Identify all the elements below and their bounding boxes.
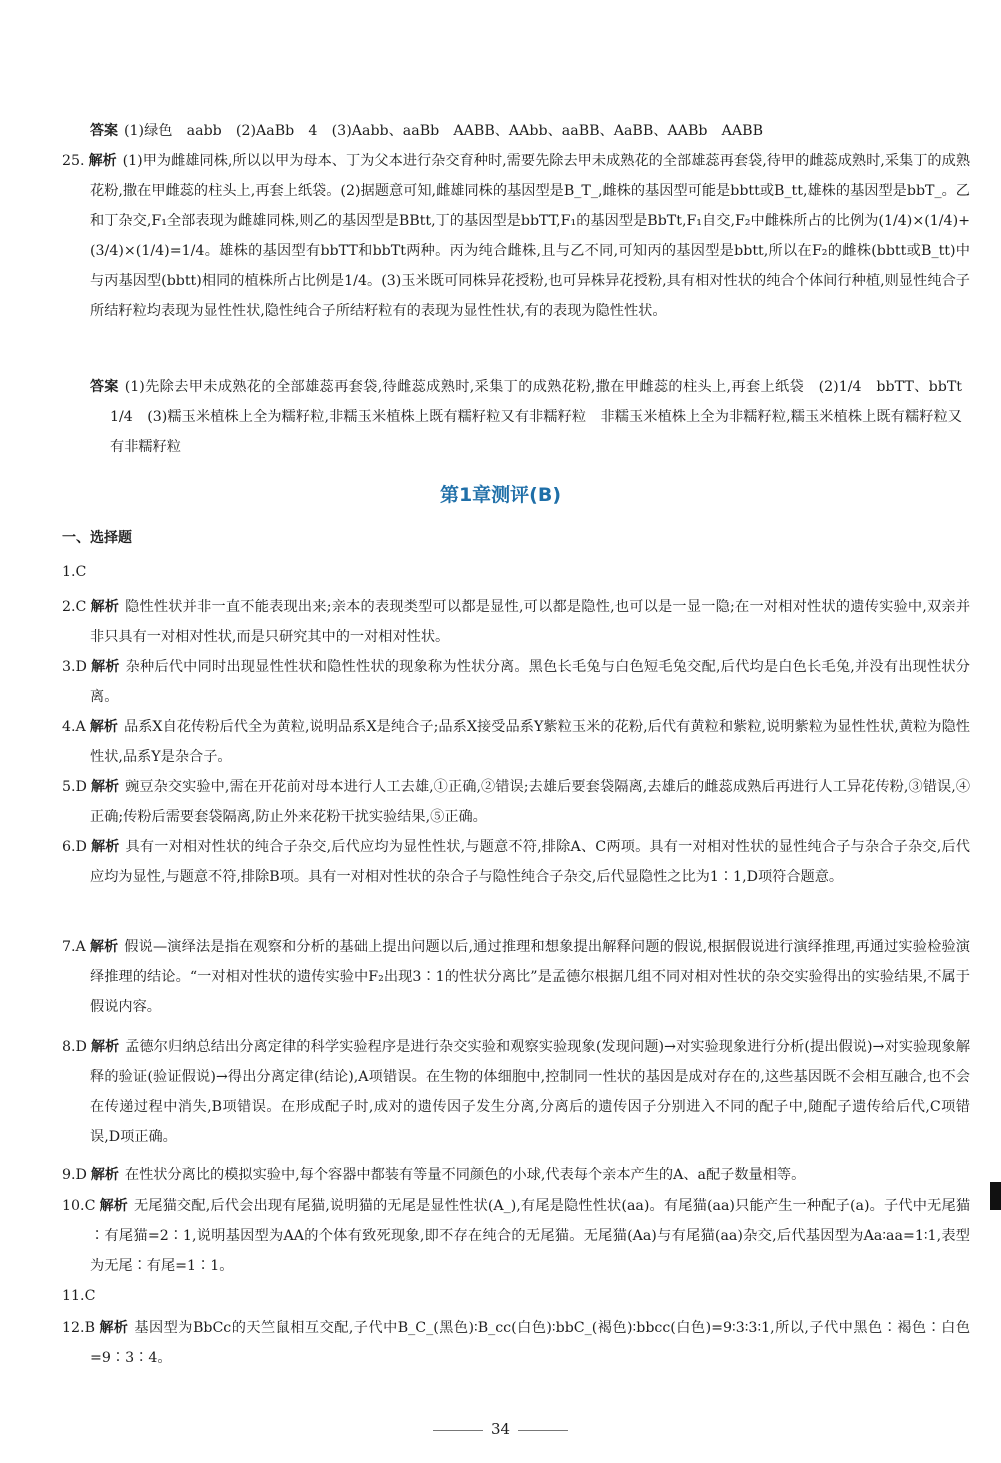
analysis-text: 隐性性状并非一直不能表现出来;亲本的表现类型可以都是显性,可以都是隐性,也可以是一显一隐;在一对相对性状的遗传实验中,双亲并非只具有一对相对性状,而是只研究其中的一对相对性状。	[90, 599, 971, 645]
side-tab-marker	[990, 1182, 1001, 1210]
analysis-text: 具有一对相对性状的纯合子杂交,后代应均为显性性状,与题意不符,排除A、C两项。具有一对相对性状的显性纯合子与杂合子杂交,后代应均为显性,与题意不符,排除B项。具有一对相对性状的杂合子与隐性纯合子杂交,后代显隐性之比为1∶1,D项符合题意。	[90, 839, 970, 885]
question-number: 5.D	[62, 779, 87, 795]
analysis-label: 解析	[90, 1039, 120, 1055]
analysis-text: (1)甲为雌雄同株,所以以甲为母本、丁为父本进行杂交育种时,需要先除去甲未成熟花的全部雄蕊再套袋,待甲的雌蕊成熟时,采集丁的成熟花粉,撒在甲雌蕊的柱头上,再套上纸袋。(2)据题意可知,雌雄同株的基因型是B_T_,雌株的基因型可能是bbtt或B_tt,雄株的基因型是bbT_。乙和丁杂交,F₁全部表现为雌雄同株,则乙的基因型是BBtt,丁的基因型是bbTT,F₁的基因型是BbTt,F₁自交,F₂中雌株所占的比例为(1/4)×(1/4)+(3/4)×(1/4)=1/4。雄株的基因型有bbTT和bbTt两种。丙为纯合雌株,且与乙不同,可知丙的基因型是bbtt,所以在F₂的雌株(bbtt或B_tt)中与丙基因型(bbtt)相同的植株所占比例是1/4。(3)玉米既可同株异花授粉,也可异株异花授粉,具有相对性状的纯合个体间行种植,则显性纯合子所结籽粒均表现为显性性状,隐性纯合子所结籽粒有的表现为显性性状,有的表现为隐性性状。	[90, 153, 971, 319]
question-number: 6.D	[62, 839, 87, 855]
question-item	[62, 592, 970, 652]
question-item	[62, 1160, 970, 1190]
question-number: 25.	[62, 153, 85, 169]
analysis-text: 杂种后代中同时出现显性性状和隐性性状的现象称为性状分离。黑色长毛兔与白色短毛兔交配,后代均是白色长毛兔,并没有出现性状分离。	[90, 659, 970, 705]
question-item	[62, 652, 970, 712]
analysis-text: 在性状分离比的模拟实验中,每个容器中都装有等量不同颜色的小球,代表每个亲本产生的A、a配子数量相等。	[124, 1167, 806, 1183]
analysis-label: 解析	[89, 939, 119, 955]
analysis-text: 假说—演绎法是指在观察和分析的基础上提出问题以后,通过推理和想象提出解释问题的假说,根据假说进行演绎推理,再通过实验检验演绎推理的结论。“一对相对性状的遗传实验中F₂出现3∶1的性状分离比”是孟德尔根据几组不同对相对性状的杂交实验得出的实验结果,不属于假说内容。	[90, 939, 970, 1015]
question-item	[62, 932, 970, 1022]
analysis-text: 品系X自花传粉后代全为黄粒,说明品系X是纯合子;品系X接受品系Y紫粒玉米的花粉,后代有黄粒和紫粒,说明紫粒为显性性状,黄粒为隐性性状,品系Y是杂合子。	[90, 719, 970, 765]
analysis-label: 解析	[90, 1167, 119, 1183]
analysis-label: 解析	[88, 153, 117, 169]
question-item	[62, 1281, 970, 1311]
question-item	[62, 772, 970, 832]
question-item	[62, 1032, 970, 1152]
question-number: 12.B	[62, 1320, 95, 1336]
question-number: 4.A	[62, 719, 86, 735]
question-25-analysis	[62, 146, 970, 326]
question-number: 3.D	[62, 659, 87, 675]
analysis-label: 解析	[89, 719, 118, 735]
footer-line-right	[518, 1430, 568, 1431]
answer-24-text: (1)绿色 aabb (2)AaBb 4 (3)Aabb、aaBb AABB、AAbb、aaBB、AaBB、AABb AABB	[124, 123, 764, 139]
question-item	[62, 832, 970, 892]
question-item	[62, 1191, 970, 1281]
analysis-label: 解析	[99, 1320, 129, 1336]
question-number: 10.C	[62, 1198, 96, 1214]
question-number: 7.A	[62, 939, 86, 955]
question-number: 8.D	[62, 1039, 87, 1055]
analysis-label: 解析	[99, 1198, 128, 1214]
analysis-label: 解析	[90, 659, 120, 675]
analysis-text: 基因型为BbCc的天竺鼠相互交配,子代中B_C_(黑色)∶B_cc(白色)∶bbC_(褐色)∶bbcc(白色)=9∶3∶3∶1,所以,子代中黑色∶褐色∶白色=9∶3∶4。	[90, 1320, 971, 1366]
question-number: 1.C	[62, 564, 87, 580]
answer-25	[90, 372, 977, 462]
section-heading: 一、选择题	[62, 530, 132, 546]
page-number: 34	[490, 1420, 511, 1438]
question-item	[62, 712, 970, 772]
question-number: 2.C	[62, 599, 87, 615]
question-item	[62, 557, 970, 587]
answer-25-text: (1)先除去甲未成熟花的全部雄蕊再套袋,待雌蕊成熟时,采集丁的成熟花粉,撒在甲雌蕊的柱头上,再套上纸袋 (2)1/4 bbTT、bbTt 1/4 (3)糯玉米植株上全为糯籽粒,非糯玉米植株上既有糯籽粒又有非糯籽粒 非糯玉米植株上全为非糯籽粒,糯玉米植株上既有糯籽粒又有非糯籽粒	[110, 379, 977, 455]
analysis-text: 无尾猫交配,后代会出现有尾猫,说明猫的无尾是显性性状(A_),有尾是隐性性状(aa)。有尾猫(aa)只能产生一种配子(a)。子代中无尾猫∶有尾猫=2∶1,说明基因型为AA的个体有致死现象,即不存在纯合的无尾猫。无尾猫(Aa)与有尾猫(aa)杂交,后代基因型为Aa∶aa=1∶1,表型为无尾∶有尾=1∶1。	[90, 1198, 971, 1274]
analysis-label: 解析	[90, 599, 120, 615]
answer-label: 答案	[90, 379, 119, 395]
analysis-label: 解析	[90, 779, 120, 795]
analysis-label: 解析	[90, 839, 120, 855]
analysis-text: 豌豆杂交实验中,需在开花前对母本进行人工去雄,①正确,②错误;去雄后要套袋隔离,去雄后的雌蕊成熟后再进行人工异花传粉,③错误,④正确;传粉后需要套袋隔离,防止外来花粉干扰实验结果,⑤正确。	[90, 779, 971, 825]
page-footer	[0, 1420, 1001, 1438]
answer-24	[90, 116, 942, 146]
footer-line-left	[433, 1430, 483, 1431]
question-item	[62, 1313, 970, 1373]
answer-label: 答案	[90, 123, 118, 139]
question-number: 9.D	[62, 1167, 87, 1183]
analysis-text: 孟德尔归纳总结出分离定律的科学实验程序是进行杂交实验和观察实验现象(发现问题)→对实验现象进行分析(提出假说)→对实验现象解释的验证(验证假说)→得出分离定律(结论),A项错误。在生物的体细胞中,控制同一性状的基因是成对存在的,这些基因既不会相互融合,也不会在传递过程中消失,B项错误。在形成配子时,成对的遗传因子发生分离,分离后的遗传因子分别进入不同的配子中,随配子遗传给后代,C项错误,D项正确。	[90, 1039, 971, 1145]
question-number: 11.C	[62, 1288, 96, 1304]
chapter-title: 第1章测评(B)	[439, 484, 562, 506]
